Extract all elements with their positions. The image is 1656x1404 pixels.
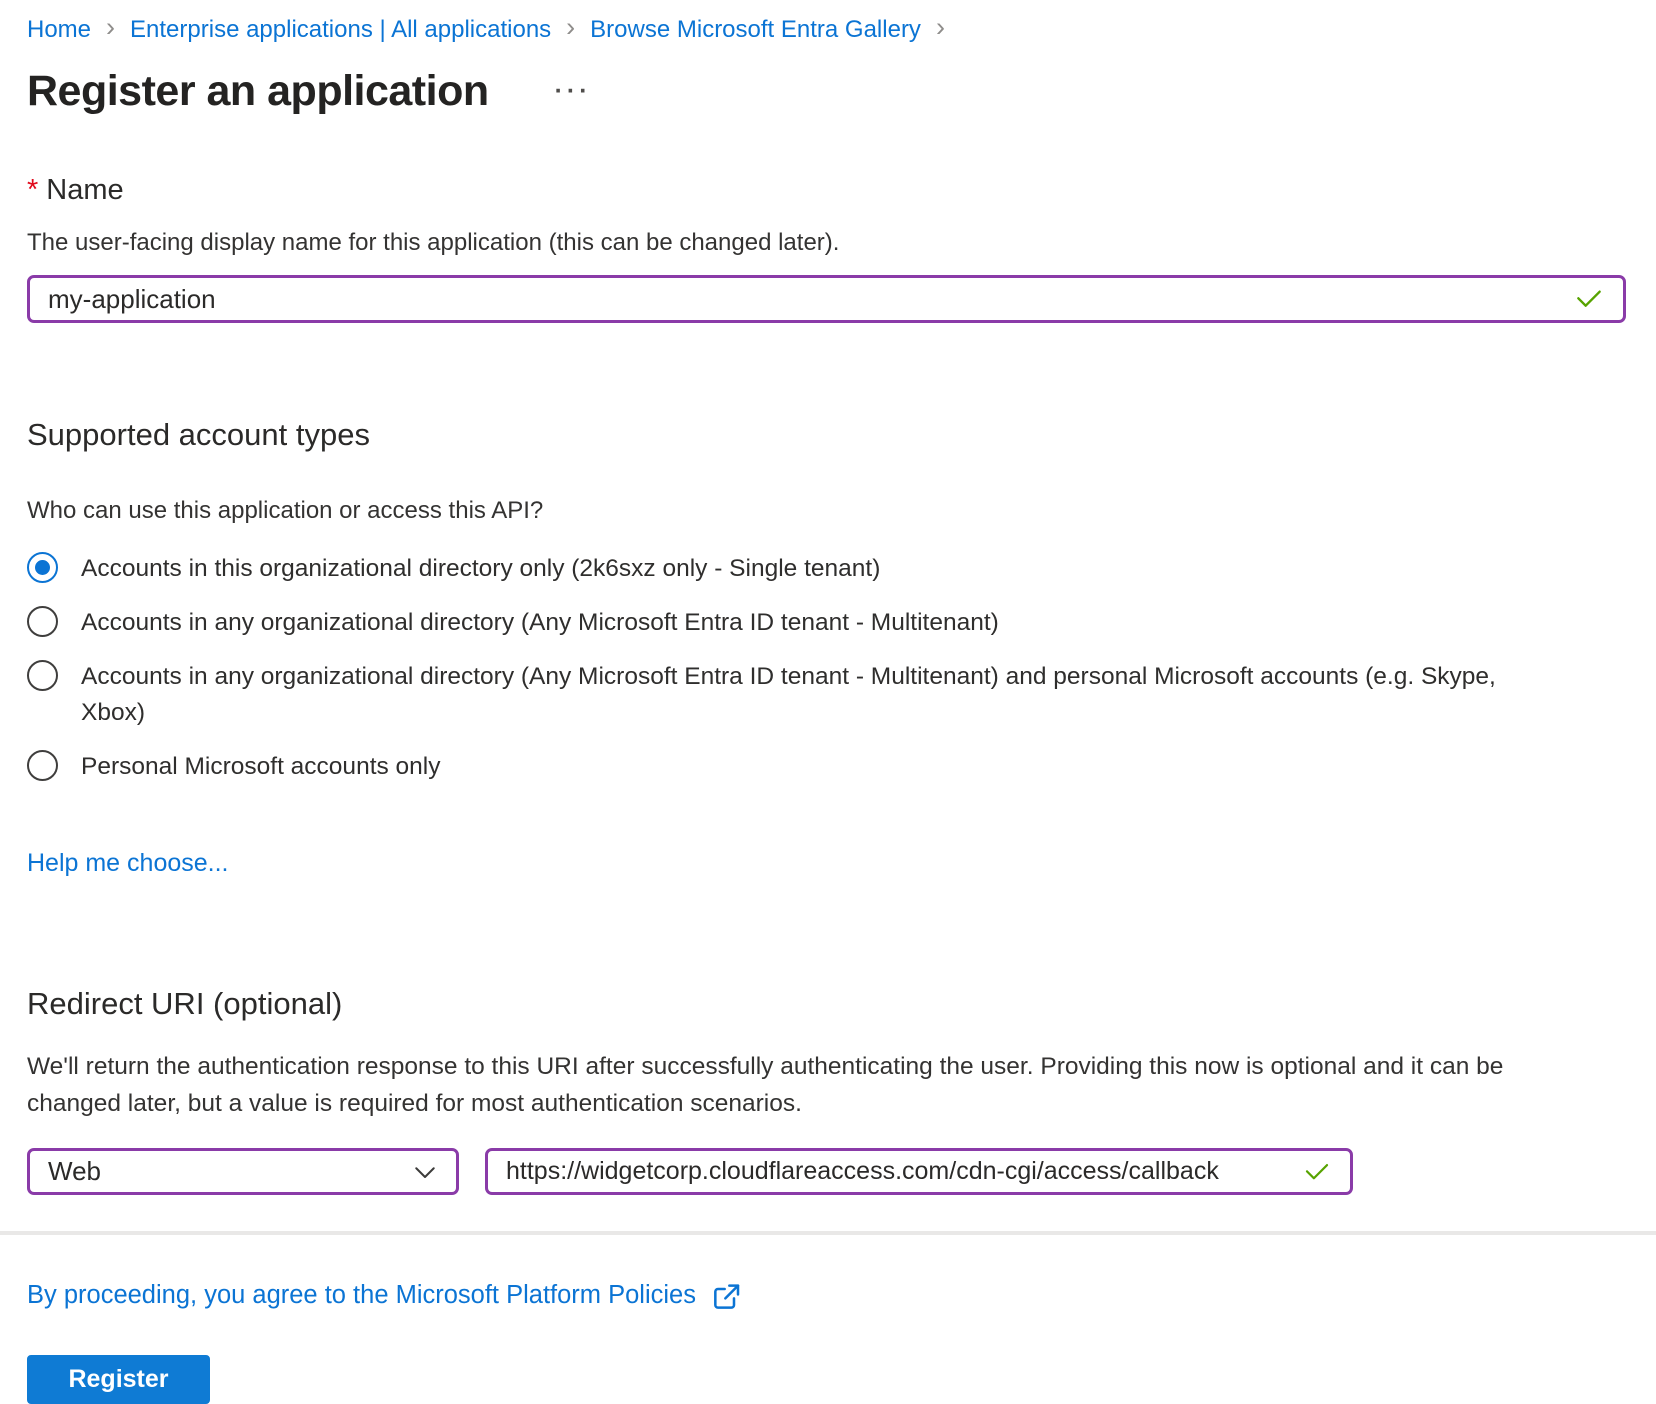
breadcrumb-home-link[interactable]: Home — [27, 15, 92, 43]
breadcrumb-enterprise-applications-link[interactable]: Enterprise applications | All applications — [130, 15, 552, 43]
policy-row — [27, 1277, 1626, 1313]
radio-button-icon[interactable] — [27, 552, 58, 583]
radio-button-icon[interactable] — [27, 606, 58, 637]
platform-select[interactable] — [27, 1148, 459, 1195]
redirect-uri-value: https://widgetcorp.cloudflareaccess.com/cdn-cgi/access/callback — [506, 1157, 1219, 1185]
chevron-down-icon — [410, 1157, 440, 1187]
radio-label: Personal Microsoft accounts only — [81, 753, 441, 780]
radio-single-tenant[interactable] — [27, 551, 1626, 587]
redirect-uri-heading: Redirect URI (optional) — [27, 986, 343, 1021]
name-help-text: The user-facing display name for this application (this can be changed later). — [27, 229, 840, 256]
name-field-label: * Name — [27, 174, 124, 206]
application-name-input[interactable] — [27, 275, 1626, 323]
supported-account-types-heading: Supported account types — [27, 417, 370, 452]
radio-label: Accounts in any organizational directory (Any Microsoft Entra ID tenant - Multitenant) — [81, 609, 999, 636]
redirect-uri-description: We'll return the authentication response to this URI after successfully authenticating the user. Providing this now is optional and it can be changed later, but a value is required for most authentication scenarios. — [27, 1053, 1504, 1117]
register-button[interactable]: Register — [27, 1355, 210, 1404]
application-name-value: my-application — [48, 283, 216, 314]
radio-button-icon[interactable] — [27, 660, 58, 691]
breadcrumb-entra-gallery-link[interactable]: Browse Microsoft Entra Gallery — [590, 15, 921, 43]
radio-label: Accounts in any organizational directory (Any Microsoft Entra ID tenant - Multitenant) and personal Microsoft accounts (e.g. Skype, Xbox) — [81, 663, 1496, 726]
required-asterisk: * — [27, 174, 39, 206]
footer-divider — [0, 1231, 1656, 1235]
help-me-choose-link[interactable]: Help me choose... — [27, 849, 229, 877]
valid-check-icon — [1573, 283, 1605, 315]
external-link-icon[interactable] — [710, 1281, 742, 1313]
account-types-question: Who can use this application or access this API? — [27, 497, 544, 524]
page-header — [27, 67, 1626, 116]
radio-multitenant-personal[interactable] — [27, 659, 1626, 731]
account-type-radio-group — [27, 551, 1626, 785]
redirect-uri-input[interactable] — [485, 1148, 1353, 1195]
radio-label: Accounts in this organizational directory only (2k6sxz only - Single tenant) — [81, 555, 881, 582]
radio-personal-only[interactable] — [27, 749, 1626, 785]
breadcrumb — [27, 14, 1626, 45]
platform-selected-value: Web — [48, 1156, 101, 1186]
more-options-icon[interactable]: ··· — [554, 77, 592, 105]
radio-multitenant[interactable] — [27, 605, 1626, 641]
redirect-uri-row — [27, 1148, 1626, 1195]
chevron-right-icon: › — [935, 12, 945, 42]
radio-button-icon[interactable] — [27, 750, 58, 781]
chevron-right-icon: › — [106, 12, 116, 42]
chevron-right-icon: › — [566, 12, 576, 42]
valid-check-icon — [1302, 1157, 1332, 1187]
platform-policies-link[interactable]: By proceeding, you agree to the Microsoft Platform Policies — [27, 1280, 696, 1309]
page-title: Register an application — [27, 67, 489, 115]
